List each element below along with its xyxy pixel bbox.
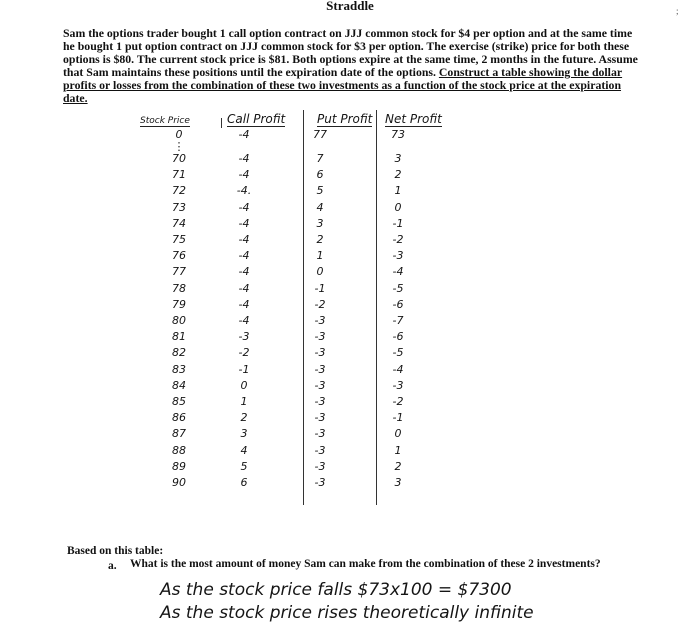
- call-profit-cell: -4: [238, 200, 250, 214]
- net-profit-cell: 3: [394, 152, 402, 165]
- net-profit-cell: -6: [392, 297, 404, 311]
- call-profit-cell: 5: [240, 459, 248, 473]
- put-profit-cell: 7: [316, 152, 324, 165]
- problem-statement: [63, 27, 643, 105]
- stock-price-cell: 82: [172, 346, 186, 360]
- question-letter: a.: [108, 560, 117, 572]
- net-profit-cell: -2: [392, 395, 404, 408]
- net-profit-cell: 0: [394, 427, 402, 441]
- call-profit-cell: -4: [238, 152, 250, 165]
- call-profit-cell: 2: [240, 411, 248, 425]
- call-profit-cell: -4.: [236, 184, 252, 198]
- call-profit-cell: -4: [238, 281, 250, 295]
- put-profit-cell: -3: [314, 443, 326, 457]
- header-stock-price: Stock Price: [140, 116, 190, 126]
- call-profit-cell: 4: [240, 443, 248, 457]
- stock-price-cell: 76: [172, 249, 186, 263]
- header-put-profit: Put Profit: [317, 112, 373, 126]
- put-profit-cell: 0: [316, 265, 324, 279]
- call-profit-cell: -4: [238, 314, 250, 327]
- call-profit-cell: -4: [238, 168, 250, 182]
- call-profit-cell: -4: [238, 249, 250, 263]
- call-profit-cell: 1: [240, 395, 248, 408]
- net-profit-cell: -1: [392, 216, 404, 230]
- call-profit-cell: -4: [238, 216, 250, 230]
- net-profit-cell: 1: [394, 443, 402, 457]
- net-profit-cell: -3: [392, 378, 404, 392]
- call-profit-cell: 6: [240, 476, 248, 489]
- put-profit-cell: -3: [314, 427, 326, 441]
- net-profit-cell: -4: [392, 265, 404, 279]
- answer-line-2: As the stock price rises theoretically infinite: [160, 603, 534, 623]
- net-profit-cell: 3: [394, 476, 402, 489]
- put-profit-cell: 1: [316, 249, 324, 263]
- put-profit-cell: 6: [316, 168, 324, 182]
- net-profit-cell: -6: [392, 330, 404, 344]
- call-profit-cell: -4: [238, 297, 250, 311]
- put-profit-cell: -2: [314, 297, 326, 311]
- net-profit-cell: -7: [392, 314, 404, 327]
- corner-mark: ;: [676, 6, 679, 16]
- stock-price-cell: 75: [172, 233, 186, 246]
- column-divider: [376, 110, 377, 505]
- header-net-profit: Net Profit: [385, 112, 442, 126]
- stock-price-cell: 70: [172, 152, 186, 165]
- stock-price-cell: 73: [172, 200, 186, 214]
- column-divider: [221, 118, 222, 128]
- header-call-profit: Call Profit: [227, 112, 286, 126]
- call-profit-cell: 3: [240, 427, 248, 441]
- stock-price-cell: 72: [172, 184, 186, 198]
- page-title: Straddle: [326, 0, 374, 13]
- call-profit-cell: -4: [238, 265, 250, 279]
- net-profit-cell: -3: [392, 249, 404, 263]
- stock-price-cell: 80: [172, 314, 186, 327]
- problem-text: Sam the options trader bought 1 call option contract on JJJ common stock for $4 per option and at the same time he bought 1 put option contract on JJJ common stock for $3 per option. The exercise (strike) price for both these options is $80. The current stock price is $81. Both options expire at the same time, 2 months in the future. Assume that Sam maintains these positions until the expiration date of the options.: [63, 26, 638, 79]
- stock-price-cell: 77: [172, 265, 186, 279]
- call-profit-cell: -4: [238, 233, 250, 246]
- put-profit-cell: 4: [316, 200, 324, 214]
- question-text: What is the most amount of money Sam can make from the combination of these 2 investments?: [130, 558, 601, 570]
- stock-price-cell: 84: [172, 378, 186, 392]
- put-profit-cell: 5: [316, 184, 324, 198]
- put-profit-cell: -3: [314, 378, 326, 392]
- put-profit-cell: 2: [316, 233, 324, 246]
- put-profit-cell: -3: [314, 395, 326, 408]
- stock-price-cell: 79: [172, 297, 186, 311]
- call-profit-cell: -1: [238, 362, 250, 376]
- stock-price-cell: 78: [172, 281, 186, 295]
- net-profit-cell: 73: [391, 128, 405, 141]
- stock-price-cell: 86: [172, 411, 186, 425]
- stock-price-cell: 85: [172, 395, 186, 408]
- stock-price-cell: 0: [175, 128, 183, 141]
- problem-task: Construct a table showing the dollar profits or losses from the combination of these two investments as a function of the stock price at the expiration date.: [63, 65, 623, 105]
- net-profit-cell: -4: [392, 362, 404, 376]
- call-profit-cell: -2: [238, 346, 250, 360]
- net-profit-cell: -1: [392, 411, 404, 425]
- call-profit-cell: -4: [238, 128, 250, 141]
- net-profit-cell: -2: [392, 233, 404, 246]
- put-profit-cell: -3: [314, 476, 326, 489]
- stock-price-cell: ⋮: [173, 140, 185, 153]
- stock-price-cell: 87: [172, 427, 186, 441]
- put-profit-cell: 77: [313, 128, 327, 141]
- stock-price-cell: 90: [172, 476, 186, 489]
- net-profit-cell: 1: [394, 184, 402, 198]
- put-profit-cell: -3: [314, 411, 326, 425]
- net-profit-cell: -5: [392, 281, 404, 295]
- put-profit-cell: -3: [314, 330, 326, 344]
- net-profit-cell: 2: [394, 459, 402, 473]
- put-profit-cell: -3: [314, 314, 326, 327]
- put-profit-cell: 3: [316, 216, 324, 230]
- net-profit-cell: -5: [392, 346, 404, 360]
- put-profit-cell: -3: [314, 346, 326, 360]
- stock-price-cell: 88: [172, 443, 186, 457]
- put-profit-cell: -3: [314, 459, 326, 473]
- stock-price-cell: 81: [172, 330, 186, 344]
- put-profit-cell: -3: [314, 362, 326, 376]
- net-profit-cell: 0: [394, 200, 402, 214]
- net-profit-cell: 2: [394, 168, 402, 182]
- stock-price-cell: 89: [172, 459, 186, 473]
- stock-price-cell: 83: [172, 362, 186, 376]
- stock-price-cell: 71: [172, 168, 186, 182]
- answer-line-1: As the stock price falls $73x100 = $7300: [160, 580, 512, 600]
- put-profit-cell: -1: [314, 281, 326, 295]
- call-profit-cell: -3: [238, 330, 250, 344]
- call-profit-cell: 0: [240, 378, 248, 392]
- stock-price-cell: 74: [172, 216, 186, 230]
- based-on-label: Based on this table:: [67, 545, 164, 557]
